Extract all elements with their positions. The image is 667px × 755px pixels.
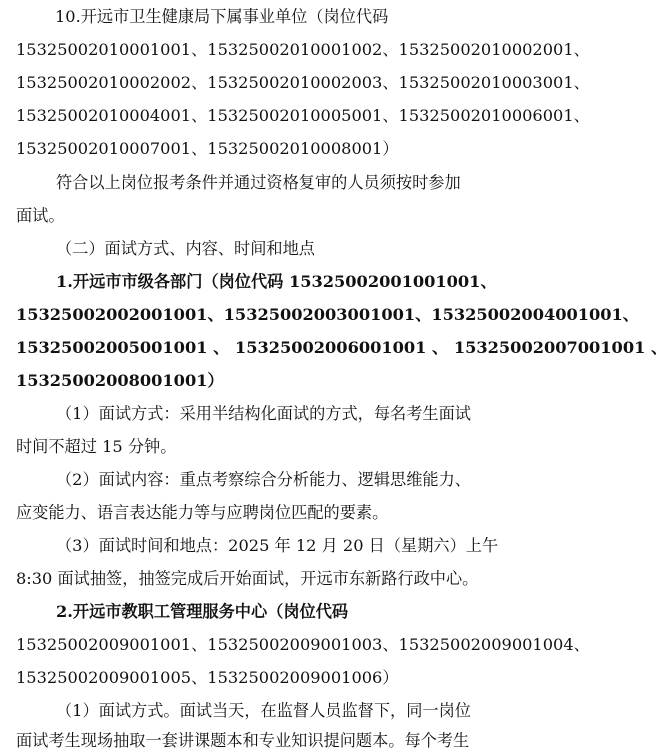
position-codes-line: 15325002005001001 、 15325002006001001 、 15325002007001001 、 — [16, 338, 667, 357]
paragraph-line: （1）面试方式：采用半结构化面试的方式，每名考生面试 — [56, 404, 471, 423]
subsection-1-heading: 1.开远市市级各部门（岗位代码 15325002001001001、 — [56, 272, 497, 291]
paragraph-line: 8:30 面试抽签，抽签完成后开始面试，开远市东新路行政中心。 — [16, 569, 479, 588]
paragraph-line: 应变能力、语言表达能力等与应聘岗位匹配的要素。 — [16, 503, 389, 522]
position-codes-line: 15325002002001001、15325002003001001、15325002004001001、 — [16, 305, 639, 324]
paragraph-line: 时间不超过 15 分钟。 — [16, 437, 177, 456]
paragraph-line: （3）面试时间和地点：2025 年 12 月 20 日（星期六）上午 — [56, 536, 499, 555]
section-heading-interview: （二）面试方式、内容、时间和地点 — [56, 239, 315, 258]
position-codes-line: 15325002010007001、15325002010008001） — [16, 139, 399, 158]
paragraph-line: 面试考生现场抽取一套讲课题本和专业知识提问题本。每个考生 — [16, 731, 470, 750]
position-codes-line: 15325002010004001、15325002010005001、15325002010006001、 — [16, 106, 590, 125]
section-10-heading: 10.开远市卫生健康局下属事业单位（岗位代码 — [55, 7, 389, 26]
position-codes-line: 15325002010002002、15325002010002003、15325002010003001、 — [16, 73, 590, 92]
position-codes-line: 15325002010001001、15325002010001002、15325002010002001、 — [16, 40, 590, 59]
position-codes-line: 15325002009001001、15325002009001003、15325002009001004、 — [16, 635, 590, 654]
position-codes-line: 15325002009001005、15325002009001006） — [16, 668, 399, 687]
paragraph-line: （1）面试方式。面试当天，在监督人员监督下，同一岗位 — [56, 701, 471, 720]
paragraph-line: 符合以上岗位报考条件并通过资格复审的人员须按时参加 — [56, 173, 461, 192]
subsection-2-heading: 2.开远市教职工管理服务中心（岗位代码 — [56, 602, 349, 621]
paragraph-line: （2）面试内容：重点考察综合分析能力、逻辑思维能力、 — [56, 470, 471, 489]
paragraph-line: 面试。 — [16, 206, 65, 225]
position-codes-line: 15325002008001001） — [16, 371, 224, 390]
